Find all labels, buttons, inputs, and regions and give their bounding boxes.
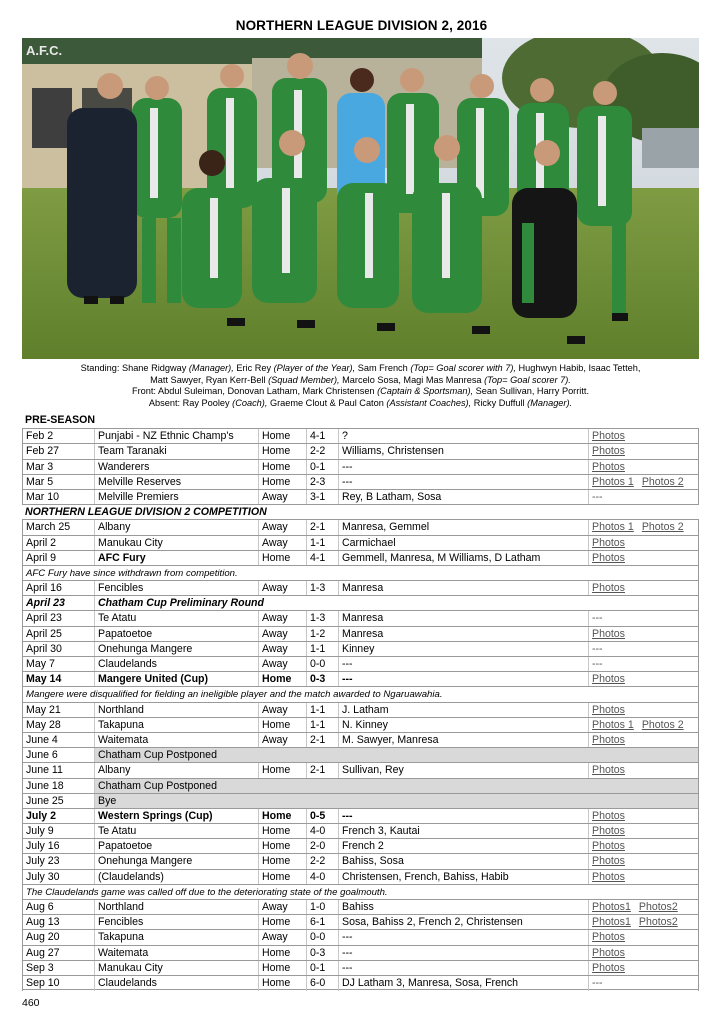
photos-link[interactable]: Photos xyxy=(592,855,625,868)
match-opponent: Wanderers xyxy=(94,460,258,475)
match-date: Sep 3 xyxy=(22,961,94,976)
match-opponent: Papatoetoe xyxy=(94,627,258,642)
match-opponent: Onehunga Mangere xyxy=(94,642,258,657)
table-note xyxy=(22,565,699,580)
photos-link[interactable]: Photos xyxy=(592,582,625,595)
match-score: 2-2 xyxy=(306,444,338,459)
event-date: June 6 xyxy=(22,748,94,763)
match-venue: Home xyxy=(258,672,306,687)
match-opponent: Manukau City xyxy=(94,536,258,551)
caption-names: Hughwyn Habib, Isaac Tetteh, xyxy=(515,363,641,373)
photos-link[interactable]: Photos2 xyxy=(638,901,678,913)
match-date: Aug 20 xyxy=(22,930,94,945)
photos-link[interactable]: Photos 2 xyxy=(641,718,684,731)
match-row xyxy=(22,914,699,929)
match-opponent: Western Springs (Cup) xyxy=(94,809,258,824)
match-photos xyxy=(588,460,699,475)
match-date: July 9 xyxy=(22,824,94,839)
caption-role: (Manager). xyxy=(527,397,573,408)
match-score: 2-0 xyxy=(306,839,338,854)
match-scorers: --- xyxy=(338,475,588,490)
match-photos xyxy=(588,809,699,824)
caption-role: (Coach), xyxy=(232,397,268,408)
no-photos-dash: --- xyxy=(592,976,603,989)
match-photos xyxy=(588,657,699,672)
match-venue: Home xyxy=(258,718,306,733)
match-score: 1-3 xyxy=(306,611,338,626)
match-row xyxy=(22,550,699,565)
match-photos xyxy=(588,930,699,945)
event-date: June 25 xyxy=(22,794,94,809)
match-opponent: Albany xyxy=(94,520,258,535)
match-photos xyxy=(588,870,699,885)
match-date: April 16 xyxy=(22,581,94,596)
caption-line-absent xyxy=(22,398,699,410)
no-photos-dash: --- xyxy=(592,612,603,625)
match-row xyxy=(22,869,699,884)
match-scorers: N. Kinney xyxy=(338,718,588,733)
match-row xyxy=(22,838,699,853)
match-date: Mar 5 xyxy=(22,475,94,490)
match-row xyxy=(22,519,699,534)
caption-role: (Assistant Coaches), xyxy=(386,397,472,408)
match-scorers: Kinney xyxy=(338,642,588,657)
match-score: 1-0 xyxy=(306,900,338,915)
match-score: 3-1 xyxy=(306,490,338,505)
match-photos xyxy=(588,718,699,733)
photos-link[interactable]: Photos xyxy=(592,961,625,974)
match-date: May 7 xyxy=(22,657,94,672)
photos-link[interactable]: Photos xyxy=(592,536,625,549)
match-score: 4-0 xyxy=(306,870,338,885)
match-opponent: Albany xyxy=(94,763,258,778)
match-photos xyxy=(588,475,699,490)
match-photos xyxy=(588,915,699,930)
match-opponent: (Claudelands) xyxy=(94,870,258,885)
match-date: July 30 xyxy=(22,870,94,885)
match-scorers: --- xyxy=(338,809,588,824)
match-row xyxy=(22,762,699,777)
caption-names: Ricky Duffull xyxy=(471,397,528,408)
match-photos xyxy=(588,520,699,535)
match-score: 2-2 xyxy=(306,854,338,869)
match-row xyxy=(22,656,699,671)
match-venue: Home xyxy=(258,839,306,854)
match-scorers: --- xyxy=(338,460,588,475)
match-score: 4-1 xyxy=(306,551,338,566)
page-number: 460 xyxy=(22,997,40,1009)
match-row xyxy=(22,945,699,960)
match-row xyxy=(22,975,699,990)
match-opponent: Takapuna xyxy=(94,718,258,733)
fixtures-table xyxy=(22,413,699,990)
match-photos xyxy=(588,976,699,991)
match-venue: Home xyxy=(258,915,306,930)
match-venue: Away xyxy=(258,611,306,626)
caption-line-standing-2 xyxy=(22,375,699,387)
match-venue: Home xyxy=(258,809,306,824)
match-scorers: Manresa xyxy=(338,627,588,642)
caption-role: (Captain & Sportsman), xyxy=(377,386,474,397)
match-scorers: DJ Latham 3, Manresa, Sosa, French xyxy=(338,976,588,991)
match-score: 1-1 xyxy=(306,718,338,733)
caption-names: Eric Rey xyxy=(233,363,274,373)
match-score: 1-1 xyxy=(306,536,338,551)
match-row xyxy=(22,535,699,550)
match-score: 6-1 xyxy=(306,915,338,930)
match-score: 4-0 xyxy=(306,824,338,839)
match-opponent: Fencibles xyxy=(94,915,258,930)
event-row xyxy=(22,778,699,793)
match-venue: Away xyxy=(258,642,306,657)
match-photos xyxy=(588,733,699,748)
photos-link[interactable]: Photos xyxy=(592,870,625,883)
caption-names: Sam French xyxy=(355,363,411,373)
match-venue: Away xyxy=(258,536,306,551)
match-date: Aug 27 xyxy=(22,946,94,961)
match-opponent: Te Atatu xyxy=(94,611,258,626)
match-photos xyxy=(588,551,699,566)
match-score: 1-1 xyxy=(306,642,338,657)
match-photos xyxy=(588,672,699,687)
match-row xyxy=(22,474,699,489)
match-scorers: Williams, Christensen xyxy=(338,444,588,459)
match-scorers: --- xyxy=(338,657,588,672)
match-score: 1-1 xyxy=(306,703,338,718)
photos-link[interactable]: Photos xyxy=(592,445,625,458)
match-photos xyxy=(588,703,699,718)
match-date: June 11 xyxy=(22,763,94,778)
clubhouse-sign: A.F.C. xyxy=(26,43,63,58)
match-photos xyxy=(588,536,699,551)
photos-link[interactable]: Photos xyxy=(592,825,625,838)
match-score: 0-5 xyxy=(306,809,338,824)
match-score: 1-3 xyxy=(306,581,338,596)
match-date: Feb 27 xyxy=(22,444,94,459)
match-scorers: Christensen, French, Bahiss, Habib xyxy=(338,870,588,885)
match-photos xyxy=(588,824,699,839)
photos-link[interactable]: Photos xyxy=(592,931,625,944)
caption-names: Matt Sawyer, Ryan Kerr-Bell xyxy=(150,374,269,385)
match-photos xyxy=(588,946,699,961)
photos-link[interactable]: Photos xyxy=(592,764,625,777)
team-photo-illustration xyxy=(22,38,699,359)
match-opponent: Onehunga Mangere xyxy=(94,854,258,869)
section-heading xyxy=(22,413,699,428)
caption-role: (Player of the Year), xyxy=(273,363,356,373)
match-venue: Away xyxy=(258,703,306,718)
match-row xyxy=(22,489,699,504)
match-row xyxy=(22,626,699,641)
photos-link[interactable]: Photos xyxy=(592,809,625,822)
match-row xyxy=(22,732,699,747)
match-photos xyxy=(588,444,699,459)
match-venue: Away xyxy=(258,657,306,672)
match-date: Feb 2 xyxy=(22,429,94,444)
match-date: June 4 xyxy=(22,733,94,748)
event-text: Chatham Cup Postponed xyxy=(94,748,699,763)
match-row xyxy=(22,459,699,474)
match-venue: Home xyxy=(258,824,306,839)
match-scorers: Carmichael xyxy=(338,536,588,551)
photos-link[interactable]: Photos xyxy=(592,430,625,443)
match-score: 4-1 xyxy=(306,429,338,444)
match-photos xyxy=(588,763,699,778)
match-date: Sep 10 xyxy=(22,976,94,991)
match-date: July 16 xyxy=(22,839,94,854)
match-venue: Home xyxy=(258,961,306,976)
match-venue: Home xyxy=(258,763,306,778)
match-row xyxy=(22,929,699,944)
match-scorers: M. Sawyer, Manresa xyxy=(338,733,588,748)
match-row xyxy=(22,443,699,458)
photos-link[interactable]: Photos xyxy=(592,551,625,564)
match-scorers: Bahiss xyxy=(338,900,588,915)
match-opponent: Manukau City xyxy=(94,961,258,976)
match-venue: Home xyxy=(258,460,306,475)
match-opponent: Mangere United (Cup) xyxy=(94,672,258,687)
match-date: Mar 10 xyxy=(22,490,94,505)
photos-link[interactable]: Photos xyxy=(592,703,625,716)
match-row xyxy=(22,823,699,838)
caption-names: Marcelo Sosa, Magi Mas Manresa xyxy=(339,374,485,385)
match-opponent: Fencibles xyxy=(94,581,258,596)
note-text: Mangere were disqualified for fielding an ineligible player and the match awarded to Ngaruawahia. xyxy=(22,687,699,702)
match-date: April 9 xyxy=(22,551,94,566)
match-row xyxy=(22,641,699,656)
match-date: May 28 xyxy=(22,718,94,733)
no-photos-dash: --- xyxy=(592,642,603,655)
match-venue: Away xyxy=(258,581,306,596)
match-scorers: Rey, B Latham, Sosa xyxy=(338,490,588,505)
photos-link[interactable]: Photos xyxy=(592,946,625,959)
photos-link[interactable]: Photos 1 xyxy=(592,521,634,534)
match-scorers: Bahiss, Sosa xyxy=(338,854,588,869)
table-note xyxy=(22,884,699,899)
match-venue: Home xyxy=(258,946,306,961)
match-scorers: --- xyxy=(338,672,588,687)
match-venue: Away xyxy=(258,930,306,945)
match-scorers: Gemmell, Manresa, M Williams, D Latham xyxy=(338,551,588,566)
photos-link[interactable]: Photos 1 xyxy=(592,718,634,731)
match-photos xyxy=(588,581,699,596)
no-photos-dash: --- xyxy=(592,490,603,503)
match-date: April 2 xyxy=(22,536,94,551)
match-scorers: J. Latham xyxy=(338,703,588,718)
photos-link[interactable]: Photos 2 xyxy=(641,521,684,534)
caption-names: Front: Abdul Suleiman, Donovan Latham, Mark Christensen xyxy=(131,386,378,397)
match-score: 0-1 xyxy=(306,961,338,976)
match-date: Mar 3 xyxy=(22,460,94,475)
match-row xyxy=(22,580,699,595)
match-photos xyxy=(588,429,699,444)
match-score: 2-1 xyxy=(306,520,338,535)
section-heading-text: NORTHERN LEAGUE DIVISION 2 COMPETITION xyxy=(25,506,267,519)
match-photos xyxy=(588,839,699,854)
caption-line-standing-1 xyxy=(22,363,699,375)
match-row xyxy=(22,960,699,975)
note-text: AFC Fury have since withdrawn from competition. xyxy=(22,566,699,581)
match-opponent: Claudelands xyxy=(94,976,258,991)
match-opponent: Claudelands xyxy=(94,657,258,672)
match-opponent: Melville Premiers xyxy=(94,490,258,505)
match-row xyxy=(22,428,699,443)
match-score: 0-3 xyxy=(306,946,338,961)
cup-round-text: Chatham Cup Preliminary Round xyxy=(94,596,699,611)
caption-line-front xyxy=(22,386,699,398)
caption-role: (Manager), xyxy=(188,363,234,373)
photo-caption xyxy=(22,363,699,409)
match-opponent: Northland xyxy=(94,703,258,718)
match-photos xyxy=(588,611,699,626)
match-score: 2-3 xyxy=(306,475,338,490)
match-scorers: Manresa, Gemmel xyxy=(338,520,588,535)
event-row xyxy=(22,793,699,808)
table-note xyxy=(22,686,699,701)
match-date: May 14 xyxy=(22,672,94,687)
event-date: June 18 xyxy=(22,779,94,794)
caption-role: (Squad Member), xyxy=(268,374,340,385)
match-venue: Away xyxy=(258,733,306,748)
match-score: 2-1 xyxy=(306,733,338,748)
match-opponent: Punjabi - NZ Ethnic Champ's xyxy=(94,429,258,444)
match-photos xyxy=(588,900,699,915)
photos-link[interactable]: Photos 1 xyxy=(592,475,634,488)
match-photos xyxy=(588,854,699,869)
match-score: 1-2 xyxy=(306,627,338,642)
match-opponent: Waitemata xyxy=(94,733,258,748)
match-opponent: Northland xyxy=(94,900,258,915)
match-venue: Home xyxy=(258,475,306,490)
match-venue: Home xyxy=(258,854,306,869)
photos-link[interactable]: Photos xyxy=(592,840,625,853)
match-venue: Away xyxy=(258,627,306,642)
no-photos-dash: --- xyxy=(592,658,603,670)
caption-role: (Top= Goal scorer with 7), xyxy=(410,363,516,373)
match-scorers: Manresa xyxy=(338,611,588,626)
section-heading xyxy=(22,504,699,519)
caption-names: Standing: Shane Ridgway xyxy=(80,363,189,373)
caption-names: Sean Sullivan, Harry Porritt. xyxy=(473,386,590,397)
match-score: 0-3 xyxy=(306,672,338,687)
match-scorers: --- xyxy=(338,961,588,976)
note-text: The Claudelands game was called off due to the deteriorating state of the goalmouth. xyxy=(22,885,699,900)
caption-role: (Top= Goal scorer 7). xyxy=(484,374,571,385)
match-venue: Away xyxy=(258,520,306,535)
photos-link[interactable]: Photos1 xyxy=(592,916,631,929)
match-scorers: French 2 xyxy=(338,839,588,854)
match-date: April 30 xyxy=(22,642,94,657)
match-scorers: --- xyxy=(338,930,588,945)
cup-date: April 23 xyxy=(22,596,94,611)
match-scorers: Sosa, Bahiss 2, French 2, Christensen xyxy=(338,915,588,930)
match-photos xyxy=(588,961,699,976)
match-row xyxy=(22,610,699,625)
match-row xyxy=(22,808,699,823)
match-opponent: Melville Reserves xyxy=(94,475,258,490)
match-opponent: Papatoetoe xyxy=(94,839,258,854)
match-venue: Away xyxy=(258,490,306,505)
match-row xyxy=(22,671,699,686)
match-opponent: Waitemata xyxy=(94,946,258,961)
match-opponent: Takapuna xyxy=(94,930,258,945)
match-score: 2-1 xyxy=(306,763,338,778)
match-scorers: French 3, Kautai xyxy=(338,824,588,839)
match-scorers: --- xyxy=(338,946,588,961)
match-score: 0-0 xyxy=(306,930,338,945)
match-venue: Home xyxy=(258,551,306,566)
match-score: 6-0 xyxy=(306,976,338,991)
match-date: July 23 xyxy=(22,854,94,869)
match-date: Aug 6 xyxy=(22,900,94,915)
match-scorers: Sullivan, Rey xyxy=(338,763,588,778)
match-score: 0-0 xyxy=(306,657,338,672)
photos-link[interactable]: Photos xyxy=(592,733,625,746)
photos-link[interactable]: Photos xyxy=(592,673,625,686)
page-title: NORTHERN LEAGUE DIVISION 2, 2016 xyxy=(235,18,488,33)
match-date: Aug 13 xyxy=(22,915,94,930)
match-row xyxy=(22,717,699,732)
cup-round-row xyxy=(22,595,699,610)
match-row xyxy=(22,702,699,717)
match-opponent: Te Atatu xyxy=(94,824,258,839)
match-venue: Home xyxy=(258,976,306,991)
team-photo xyxy=(22,38,699,359)
match-scorers: ? xyxy=(338,429,588,444)
match-opponent: AFC Fury xyxy=(94,551,258,566)
match-venue: Home xyxy=(258,429,306,444)
match-date: May 21 xyxy=(22,703,94,718)
event-row xyxy=(22,747,699,762)
match-photos xyxy=(588,627,699,642)
match-row xyxy=(22,899,699,914)
match-date: April 23 xyxy=(22,611,94,626)
match-venue: Home xyxy=(258,444,306,459)
match-date: July 2 xyxy=(22,809,94,824)
section-heading-text: PRE-SEASON xyxy=(25,414,96,426)
match-venue: Home xyxy=(258,870,306,885)
caption-names: Graeme Clout & Paul Caton xyxy=(267,397,387,408)
caption-names: Absent: Ray Pooley xyxy=(148,397,233,408)
match-photos xyxy=(588,490,699,505)
photos-link[interactable]: Photos2 xyxy=(638,916,678,929)
event-text: Chatham Cup Postponed xyxy=(94,779,699,794)
match-date: March 25 xyxy=(22,520,94,535)
photos-link[interactable]: Photos1 xyxy=(592,901,631,913)
match-scorers: Manresa xyxy=(338,581,588,596)
match-opponent: Team Taranaki xyxy=(94,444,258,459)
photos-link[interactable]: Photos xyxy=(592,627,625,640)
photos-link[interactable]: Photos xyxy=(592,460,625,473)
photos-link[interactable]: Photos 2 xyxy=(641,475,684,488)
match-score: 0-1 xyxy=(306,460,338,475)
match-row xyxy=(22,853,699,868)
match-venue: Away xyxy=(258,900,306,915)
event-text: Bye xyxy=(94,794,699,809)
match-date: April 25 xyxy=(22,627,94,642)
match-photos xyxy=(588,642,699,657)
